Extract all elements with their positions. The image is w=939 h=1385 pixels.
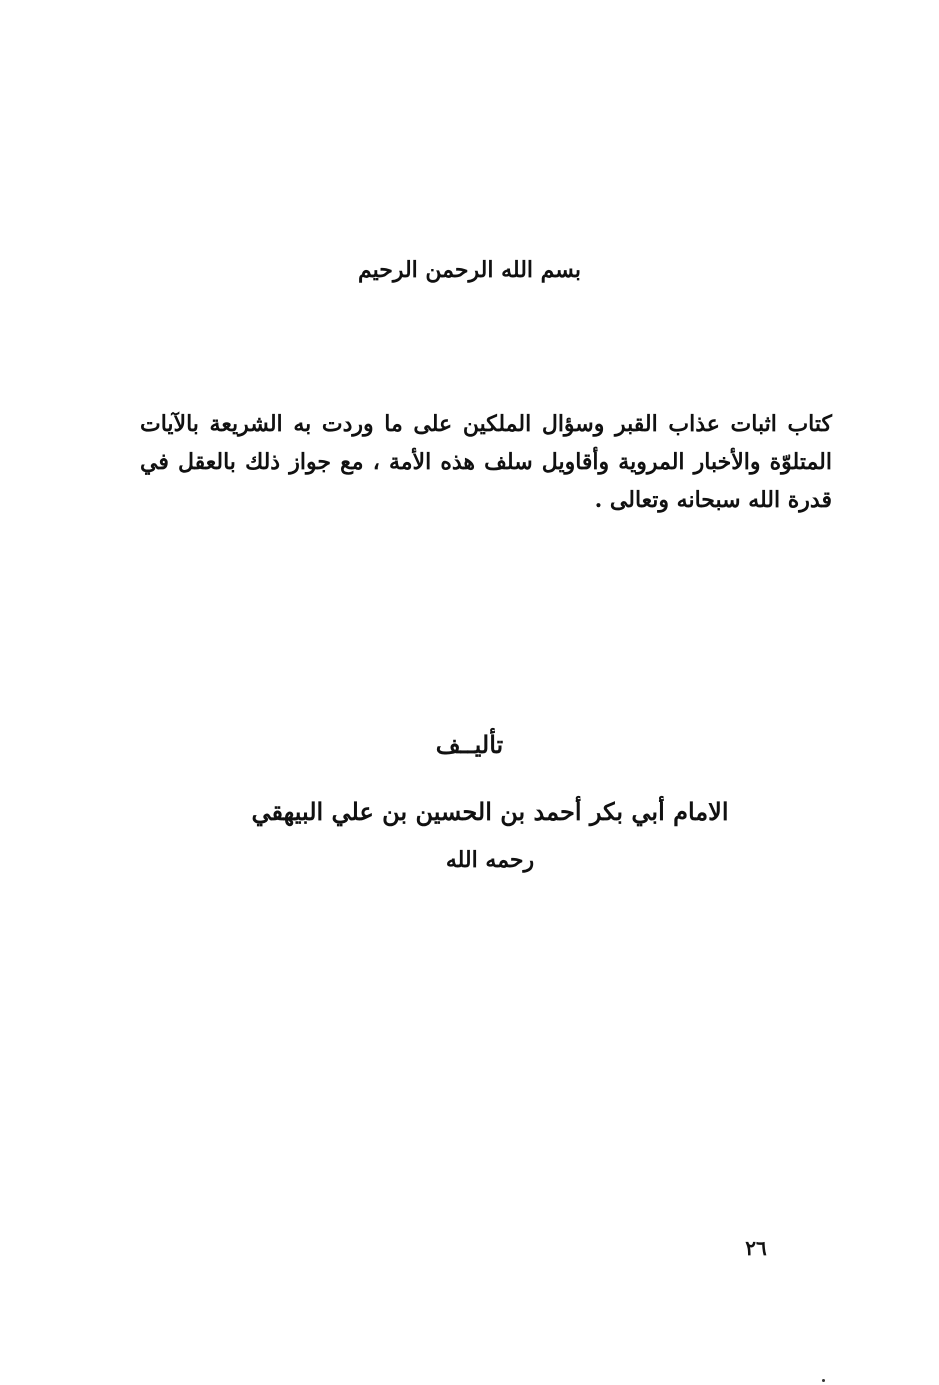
author-name: الامام أبي بكر أحمد بن الحسين بن علي البيهقي [251, 797, 729, 826]
book-title-paragraph: كتاب اثبات عذاب القبر وسؤال الملكين على ما وردت به الشريعة بالآيات المتلوّة والأخبار المروية وأقاويل سلف هذه الأمة ، مع جواز ذلك بالعقل في قدرة الله سبحانه وتعالى . [140, 411, 832, 513]
scan-speck [822, 1379, 825, 1382]
author-blessing: رحمه الله [445, 847, 535, 873]
page-number: ٢٦ [745, 1236, 767, 1260]
authorship-label: تأليــف [435, 730, 504, 759]
basmala-heading: بسم الله الرحمن الرحيم [357, 257, 582, 283]
